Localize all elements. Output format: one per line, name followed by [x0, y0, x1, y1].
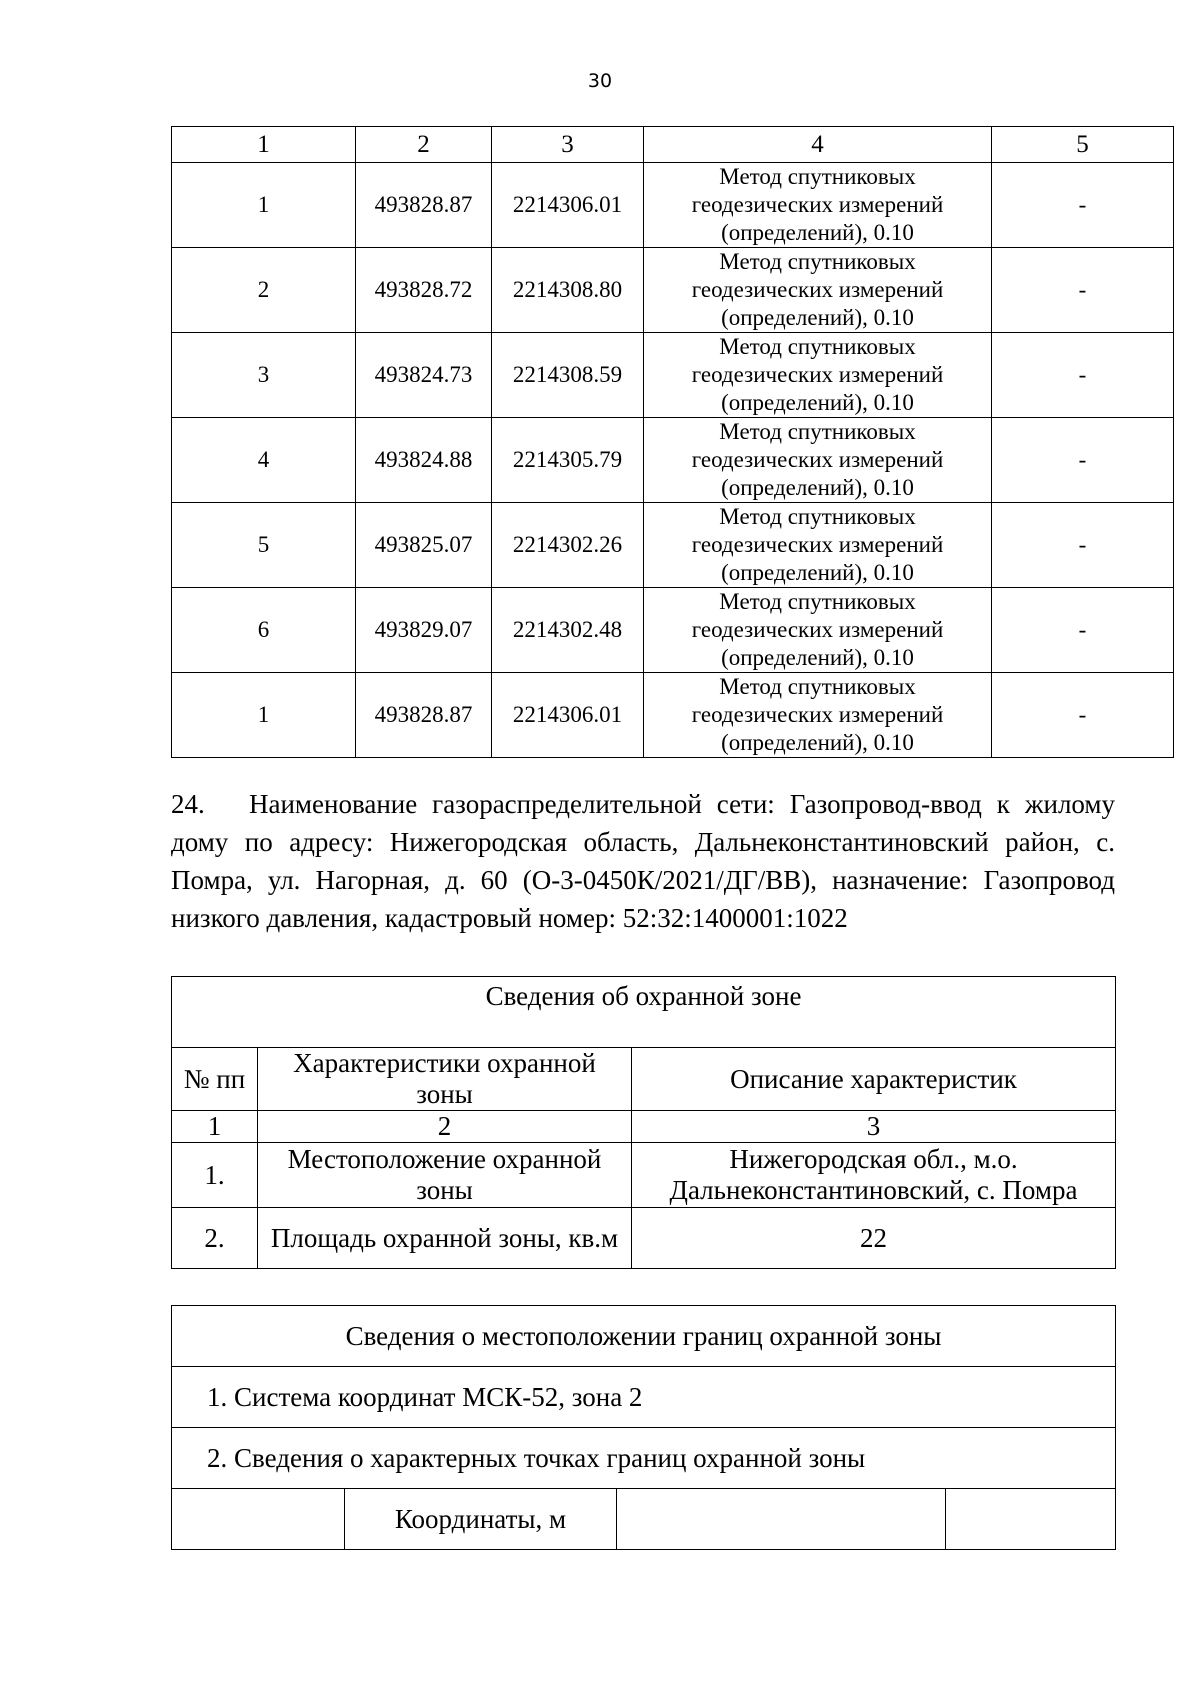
- y-coordinate: 2214308.80: [492, 248, 644, 333]
- y-coordinate: 2214306.01: [492, 163, 644, 248]
- y-coordinate: 2214302.26: [492, 503, 644, 588]
- method-line-2: геодезических измерений: [691, 277, 944, 302]
- table-row: [172, 1208, 1116, 1269]
- method-line-3: (определений), 0.10: [721, 220, 914, 245]
- point-number: 5: [172, 503, 356, 588]
- item-number: 24.: [171, 789, 205, 819]
- table-row: [172, 418, 1174, 503]
- boundaries-table: [171, 1305, 1116, 1550]
- item-paragraph: [171, 785, 1115, 937]
- coordinates-table: [171, 126, 1174, 758]
- column-header-num: № пп: [172, 1048, 258, 1111]
- method-line-1: Метод спутниковых: [719, 249, 916, 274]
- point-number: 2: [172, 248, 356, 333]
- column-header-char: Характеристики охранной зоны: [258, 1048, 632, 1111]
- column-header: 3: [492, 127, 644, 163]
- note-cell: -: [992, 163, 1174, 248]
- table-row: [172, 333, 1174, 418]
- row-number: 2.: [172, 1208, 258, 1269]
- method-line-3: (определений), 0.10: [721, 390, 914, 415]
- y-coordinate: 2214308.59: [492, 333, 644, 418]
- y-coordinate: 2214305.79: [492, 418, 644, 503]
- point-number: 4: [172, 418, 356, 503]
- description-line-2: Дальнеконстантиновский, с. Помра: [669, 1175, 1078, 1205]
- x-coordinate: 493824.88: [356, 418, 492, 503]
- method-line-2: геодезических измерений: [691, 362, 944, 387]
- empty-cell: [946, 1489, 1116, 1550]
- table-row: [172, 503, 1174, 588]
- method-line-1: Метод спутниковых: [719, 334, 916, 359]
- table-row: [172, 163, 1174, 248]
- x-coordinate: 493828.87: [356, 163, 492, 248]
- method-line-2: геодезических измерений: [691, 192, 944, 217]
- method-cell: [644, 503, 992, 588]
- points-info-line: 2. Сведения о характерных точках границ охранной зоны: [172, 1428, 1116, 1489]
- method-line-2: геодезических измерений: [691, 617, 944, 642]
- x-coordinate: 493825.07: [356, 503, 492, 588]
- table-row: [172, 248, 1174, 333]
- column-number: 3: [632, 1111, 1116, 1143]
- column-number: 1: [172, 1111, 258, 1143]
- column-header-desc: Описание характеристик: [632, 1048, 1116, 1111]
- method-line-3: (определений), 0.10: [721, 730, 914, 755]
- method-line-2: геодезических измерений: [691, 702, 944, 727]
- empty-cell: [617, 1489, 946, 1550]
- method-cell: [644, 163, 992, 248]
- point-number: 1: [172, 163, 356, 248]
- coordinate-system-line: 1. Система координат МСК-52, зона 2: [172, 1367, 1116, 1428]
- point-number: 6: [172, 588, 356, 673]
- x-coordinate: 493828.72: [356, 248, 492, 333]
- column-number: 2: [258, 1111, 632, 1143]
- method-cell: [644, 248, 992, 333]
- table-title-row: [172, 977, 1116, 1048]
- table-row: [172, 1367, 1116, 1428]
- point-number: 3: [172, 333, 356, 418]
- zone-table-title: Сведения об охранной зоне: [172, 977, 1116, 1048]
- method-line-1: Метод спутниковых: [719, 674, 916, 699]
- table-header-row: [172, 1048, 1116, 1111]
- note-cell: -: [992, 503, 1174, 588]
- note-cell: -: [992, 588, 1174, 673]
- page-number: 30: [587, 70, 613, 92]
- x-coordinate: 493829.07: [356, 588, 492, 673]
- note-cell: -: [992, 673, 1174, 758]
- table-header-row: [172, 127, 1174, 163]
- table-title-row: [172, 1306, 1116, 1367]
- protection-zone-table: [171, 976, 1116, 1269]
- column-header: 5: [992, 127, 1174, 163]
- method-cell: [644, 673, 992, 758]
- x-coordinate: 493828.87: [356, 673, 492, 758]
- item-text: Наименование газораспределительной сети: Газопровод-ввод к жилому дому по адресу: Нижегородская область, Дальнеконстантиновский район, с. Помра, ул. Нагорная, д. 60 (О-3-0450К/2021/ДГ/ВВ), назначение: Газопровод низкого давления, кадастровый номер: 52:32:1400001:1022: [171, 789, 1115, 933]
- column-header: 1: [172, 127, 356, 163]
- table-header-row: [172, 1489, 1116, 1550]
- table-row: [172, 673, 1174, 758]
- method-line-1: Метод спутниковых: [719, 589, 916, 614]
- note-cell: -: [992, 248, 1174, 333]
- characteristic: Местоположение охранной зоны: [258, 1143, 632, 1208]
- note-cell: -: [992, 333, 1174, 418]
- column-header: 4: [644, 127, 992, 163]
- coordinates-label: Координаты, м: [345, 1489, 617, 1550]
- method-line-1: Метод спутниковых: [719, 504, 916, 529]
- x-coordinate: 493824.73: [356, 333, 492, 418]
- empty-cell: [172, 1489, 345, 1550]
- method-cell: [644, 333, 992, 418]
- characteristic: Площадь охранной зоны, кв.м: [258, 1208, 632, 1269]
- note-cell: -: [992, 418, 1174, 503]
- row-number: 1.: [172, 1143, 258, 1208]
- method-line-3: (определений), 0.10: [721, 475, 914, 500]
- method-line-3: (определений), 0.10: [721, 560, 914, 585]
- column-header: 2: [356, 127, 492, 163]
- method-line-1: Метод спутниковых: [719, 419, 916, 444]
- description: 22: [632, 1208, 1116, 1269]
- description: [632, 1143, 1116, 1208]
- y-coordinate: 2214302.48: [492, 588, 644, 673]
- bounds-table-title: Сведения о местоположении границ охранной зоны: [172, 1306, 1116, 1367]
- method-line-3: (определений), 0.10: [721, 645, 914, 670]
- table-row: [172, 1428, 1116, 1489]
- method-cell: [644, 588, 992, 673]
- table-row: [172, 1143, 1116, 1208]
- description-line-1: Нижегородская обл., м.о.: [729, 1144, 1018, 1174]
- method-line-2: геодезических измерений: [691, 532, 944, 557]
- method-cell: [644, 418, 992, 503]
- table-row: [172, 588, 1174, 673]
- method-line-2: геодезических измерений: [691, 447, 944, 472]
- point-number: 1: [172, 673, 356, 758]
- method-line-1: Метод спутниковых: [719, 164, 916, 189]
- y-coordinate: 2214306.01: [492, 673, 644, 758]
- method-line-3: (определений), 0.10: [721, 305, 914, 330]
- column-number-row: [172, 1111, 1116, 1143]
